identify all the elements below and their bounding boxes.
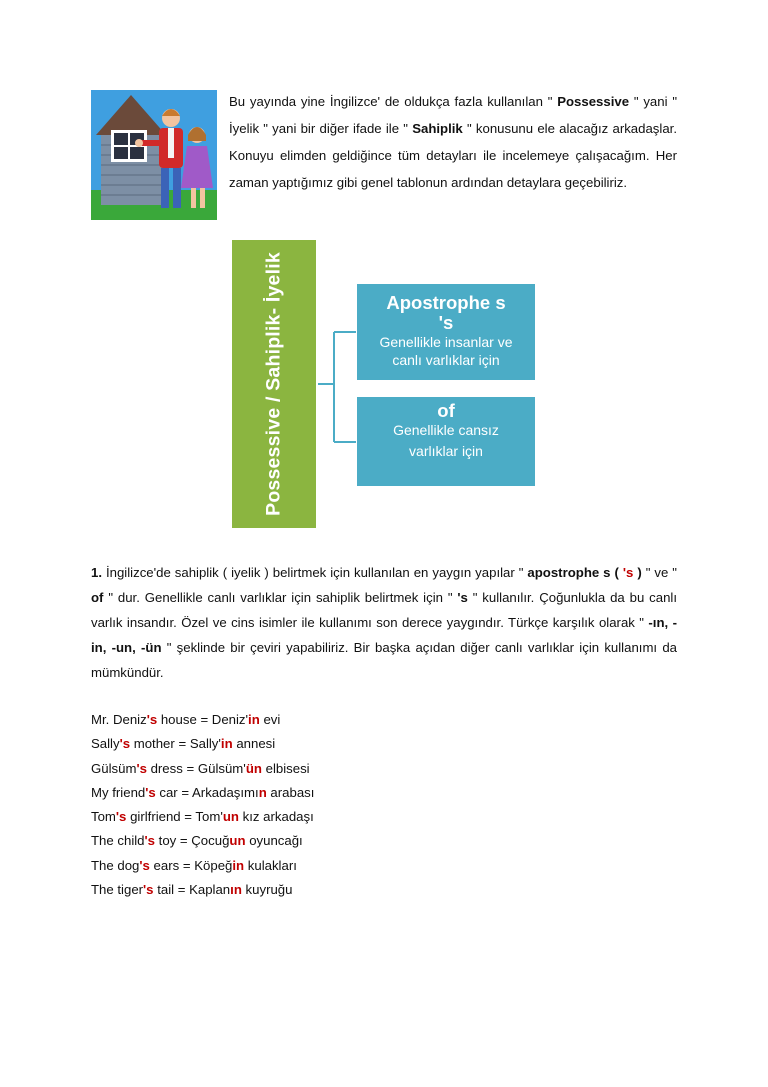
example-possessive-marker: 's: [144, 833, 155, 849]
section-1-bold-apostrophe: apostrophe s: [527, 565, 611, 580]
example-middle: dress = Gülsüm': [146, 760, 246, 776]
example-en: Sally: [91, 736, 120, 752]
intro-paragraph: [229, 88, 677, 196]
example-en: Gülsüm: [91, 760, 137, 776]
box1-title: Apostrophe s: [386, 292, 506, 313]
section-1-text-3: " dur. Genellikle canlı varlıklar için sahiplik belirtmek için ": [103, 590, 458, 605]
intro-bold-possessive: Possessive: [557, 94, 630, 109]
section-1-number: 1.: [91, 565, 102, 580]
example-en: My friend: [91, 784, 146, 800]
example-suffix: un: [222, 809, 239, 825]
intro-text-1: Bu yayında yine İngilizce' de oldukça fazla kullanılan ": [229, 94, 558, 109]
example-en: The child: [91, 833, 145, 849]
section-1-bold-suffixes: -ın, -in, -un, -ün: [91, 615, 677, 655]
example-en: The dog: [91, 857, 140, 873]
example-possessive-marker: 's: [145, 784, 156, 800]
example-middle: tail = Kaplan: [153, 882, 231, 898]
section-1-text-1: İngilizce'de sahiplik ( iyelik ) belirtmek için kullanılan en yaygın yapılar ": [102, 565, 528, 580]
diagram-box-of: [357, 397, 535, 486]
section-1-text-5: " şeklinde bir çeviri yapabiliriz. Bir başka açıdan diğer canlı varlıklar için kullanımı da mümkündür.: [91, 640, 677, 680]
intro-bold-sahiplik: Sahiplik: [412, 121, 463, 136]
example-suffix: in: [232, 857, 245, 873]
example-en: Tom: [91, 809, 116, 825]
example-possessive-marker: 's: [119, 736, 131, 752]
box2-line-2: varlıklar için: [409, 443, 483, 459]
example-middle: ears = Köpeğ: [149, 857, 233, 873]
example-possessive-marker: 's: [136, 760, 147, 776]
example-possessive-marker: 's: [115, 809, 127, 825]
diagram-bracket: [316, 240, 356, 530]
box1-line-1: Genellikle insanlar ve: [379, 334, 513, 350]
example-tr: oyuncağı: [245, 833, 303, 849]
section-1-text-2: " ve ": [641, 565, 677, 580]
section-1-text-4: " kullanılır. Çoğunlukla da bu canlı varlık insandır. Özel ve cins isimler ile kullanımı son derece yaygındır. Türkçe karşılık olarak ": [91, 590, 678, 630]
example-line: [91, 732, 491, 756]
example-possessive-marker: 's: [143, 882, 154, 898]
example-middle: girlfriend = Tom': [126, 809, 223, 825]
example-middle: toy = Çocuğ: [155, 833, 230, 849]
example-middle: house = Deniz': [157, 712, 249, 727]
example-suffix: in: [248, 712, 260, 727]
diagram-vertical-label: Possessive / Sahiplik- İyelik: [262, 252, 285, 516]
example-suffix: ın: [230, 882, 242, 898]
example-line: [91, 708, 491, 732]
diagram-box-apostrophe: [357, 284, 535, 380]
box2-title: of: [437, 400, 455, 421]
diagram-vertical-bar: [232, 240, 316, 528]
example-possessive-marker: 's: [146, 712, 158, 727]
example-tr: kulakları: [244, 857, 297, 873]
section-1-bold-s: 's: [457, 590, 468, 605]
example-suffix: n: [258, 784, 267, 800]
example-line: [91, 829, 491, 853]
example-suffix: un: [229, 833, 246, 849]
example-line: [91, 805, 491, 829]
example-line: [91, 757, 491, 781]
example-tr: annesi: [232, 736, 276, 752]
box1-line-2: canlı varlıklar için: [392, 352, 500, 368]
example-tr: evi: [259, 712, 281, 727]
box2-line-1: Genellikle cansız: [393, 422, 499, 438]
example-middle: mother = Sally': [130, 736, 221, 752]
example-possessive-marker: 's: [139, 857, 150, 873]
example-tr: kuyruğu: [241, 882, 293, 898]
example-suffix: in: [220, 736, 233, 752]
section-1-paragraph: [91, 560, 677, 685]
possessive-diagram: [232, 240, 537, 530]
section-1-paren-open: (: [614, 565, 619, 580]
intro-text-2: " yani " İyelik " yani bir diğer ifade ile ": [229, 94, 677, 136]
house-couple-illustration: [91, 90, 217, 220]
example-en: Mr. Deniz: [91, 712, 147, 727]
example-tr: kız arkadaşı: [239, 809, 314, 825]
example-middle: car = Arkadaşımı: [155, 784, 259, 800]
example-tr: arabası: [266, 784, 315, 800]
example-en: The tiger: [91, 882, 144, 898]
example-line: [91, 854, 491, 878]
example-list: [91, 708, 491, 902]
example-line: [91, 781, 491, 805]
box1-title-2: 's: [438, 312, 454, 333]
example-suffix: ün: [245, 760, 262, 776]
section-1-red-s: 's: [618, 565, 638, 580]
section-1-paren-close: ): [637, 565, 642, 580]
section-1-bold-of: of: [91, 590, 104, 605]
example-tr: elbisesi: [261, 760, 310, 776]
example-line: [91, 878, 491, 902]
intro-text-3: " konusunu ele alacağız arkadaşlar. Konuyu elimden geldiğince tüm detayları ile incelemeye çalışacağım. Her zaman yaptığımız gibi genel tablonun ardından detaylara geçebiliriz.: [229, 121, 677, 190]
